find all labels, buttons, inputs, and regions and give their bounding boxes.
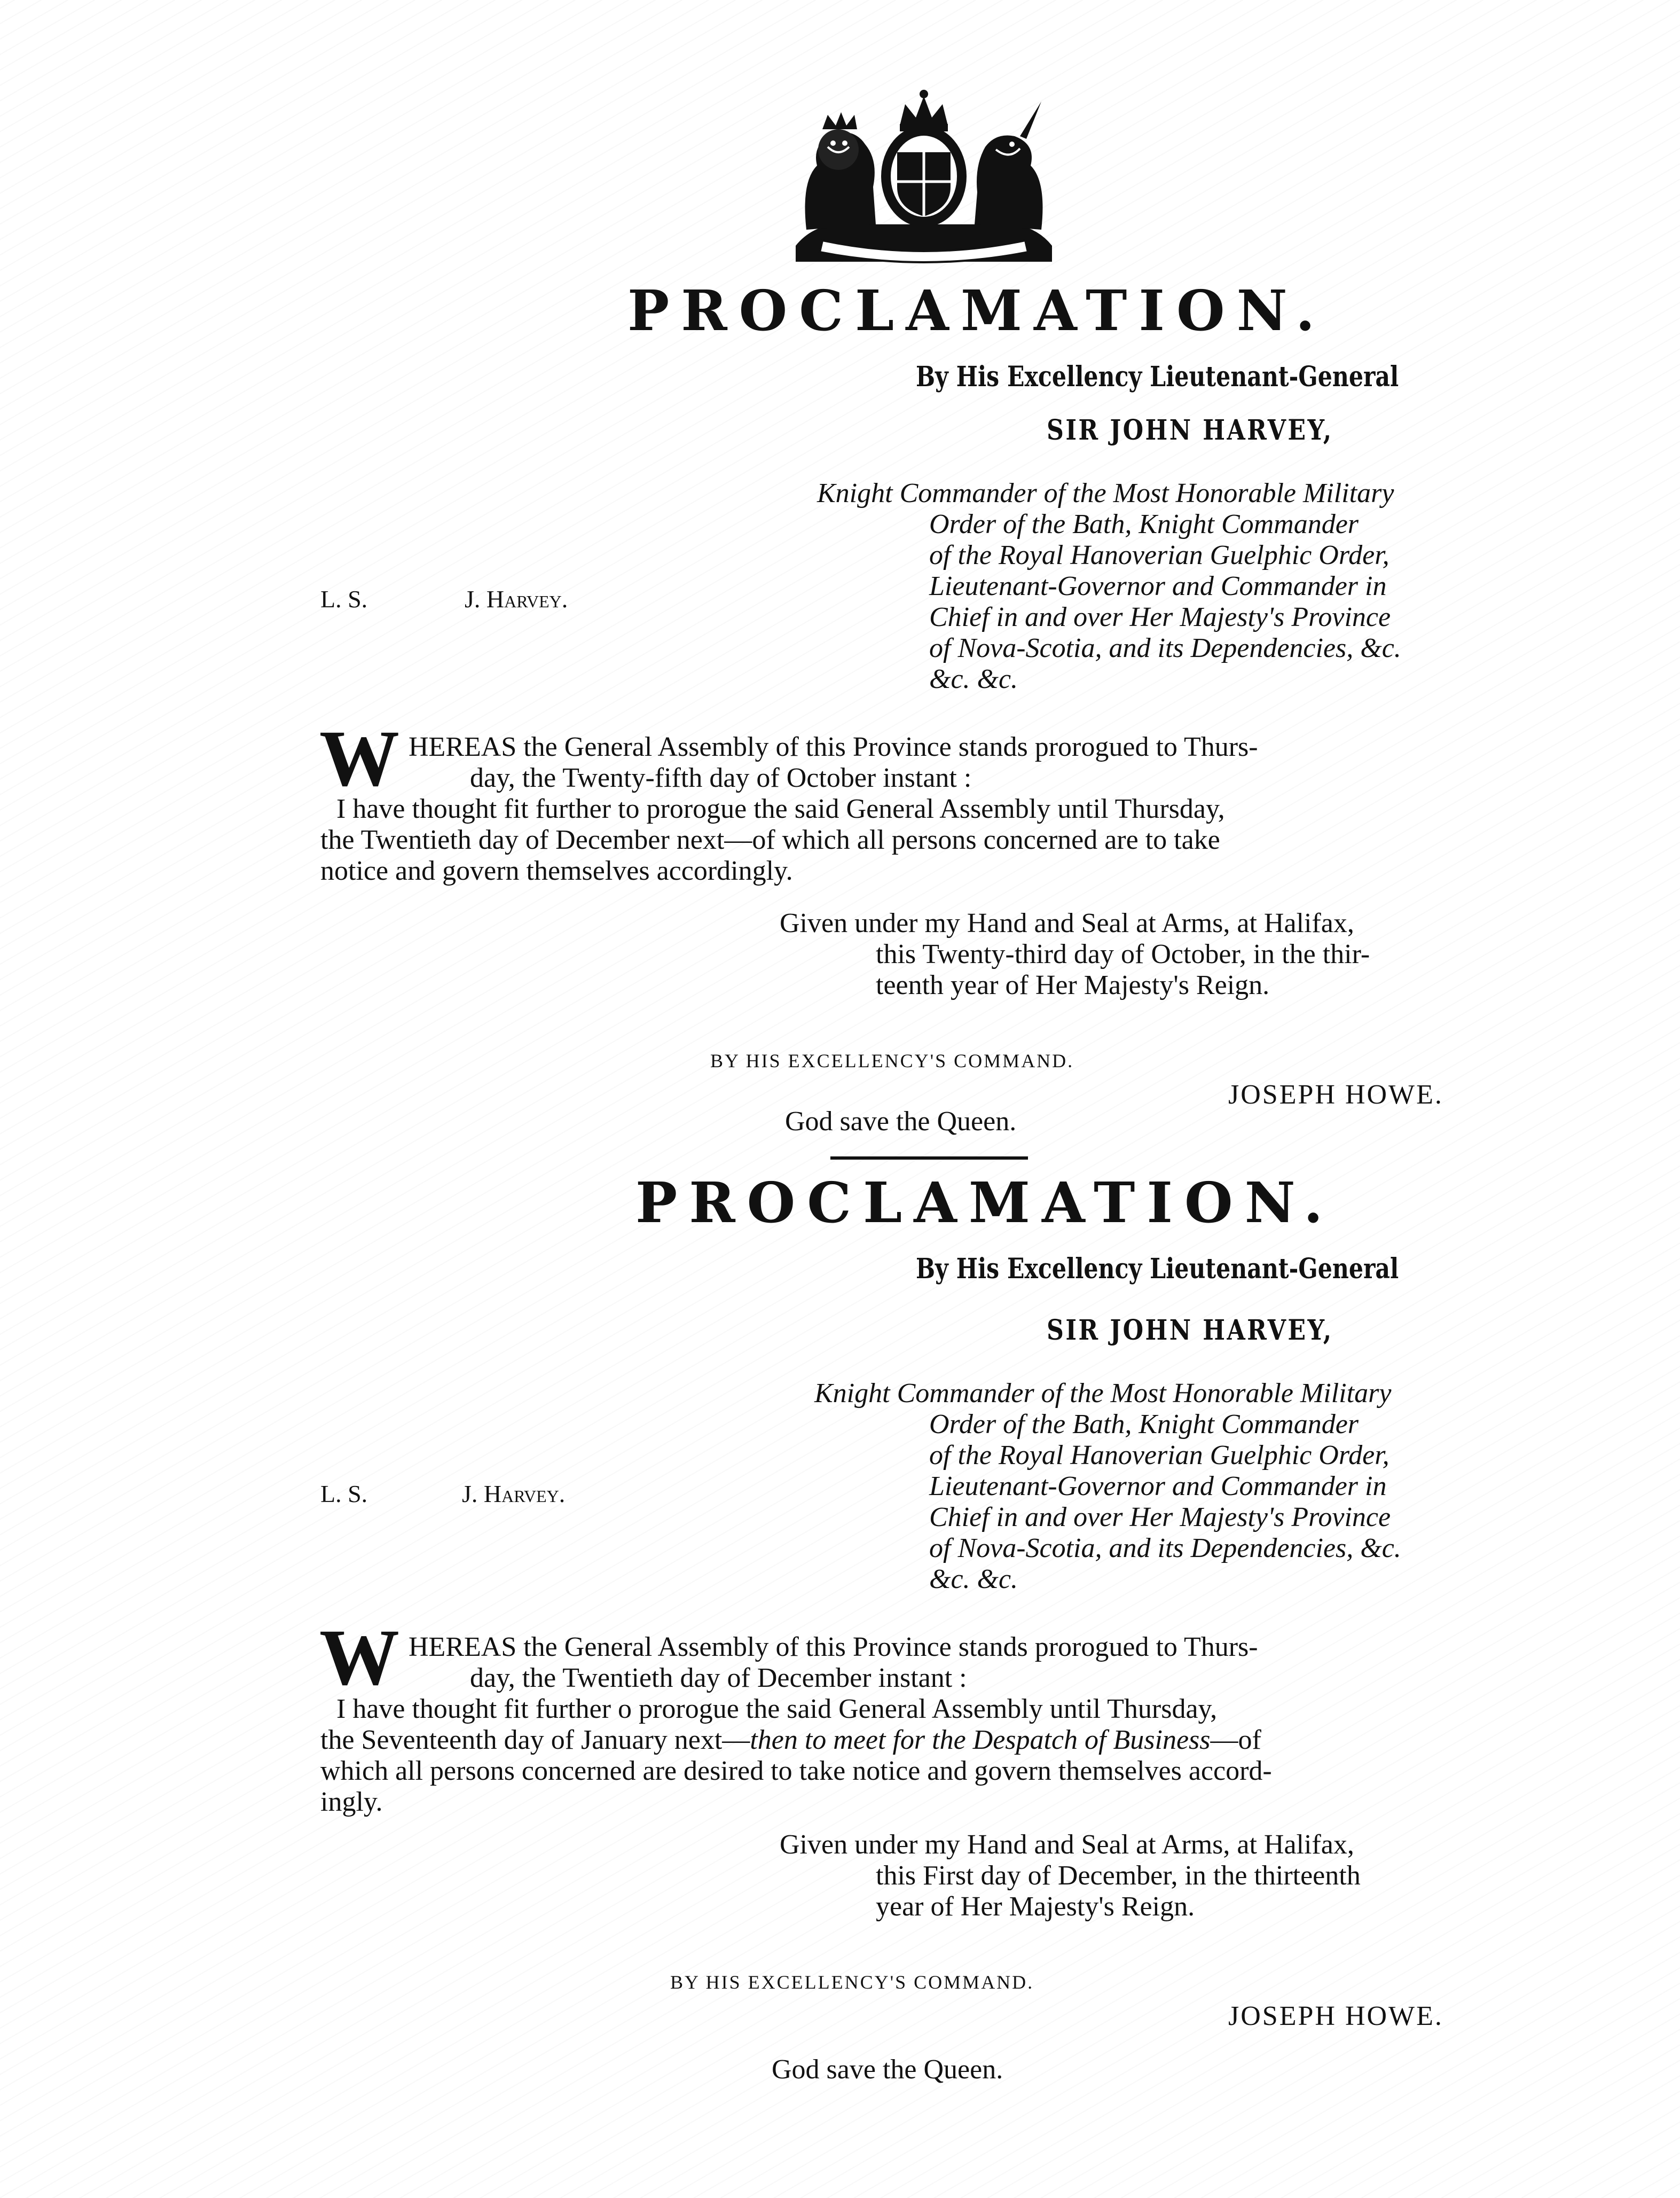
titles-line: &c. &c. <box>929 664 1018 694</box>
byline: By His Excellency Lieutenant-General <box>916 1253 1399 1285</box>
whereas-line: HEREAS the General Assembly of this Province stands prorogued to Thurs- <box>409 1632 1258 1662</box>
given-line: Given under my Hand and Seal at Arms, at Halifax, <box>780 1829 1354 1860</box>
seal-mark: L. S. <box>320 1480 368 1507</box>
proclamation-title: PROCLAMATION. <box>635 1170 1335 1235</box>
titles-line: Chief in and over Her Majesty's Province <box>929 1502 1391 1532</box>
body-line-with-emphasis <box>320 1725 1261 1756</box>
emphasis-text: then to meet for the Despatch of Business <box>750 1725 1211 1755</box>
command-line: BY HIS EXCELLENCY'S COMMAND. <box>710 1050 1074 1071</box>
given-line: Given under my Hand and Seal at Arms, at Halifax, <box>780 908 1354 938</box>
seal-mark: L. S. <box>320 585 368 613</box>
titles-line: Chief in and over Her Majesty's Province <box>929 602 1391 632</box>
command-line: BY HIS EXCELLENCY'S COMMAND. <box>670 1972 1034 1993</box>
titles-line: Knight Commander of the Most Honorable Military <box>817 478 1394 509</box>
body-line: ingly. <box>320 1787 383 1817</box>
body-line: the Twentieth day of December next—of which all persons concerned are to take <box>320 825 1220 855</box>
whereas-line: day, the Twenty-fifth day of October instant : <box>470 763 972 793</box>
body-line: which all persons concerned are desired to take notice and govern themselves accord- <box>320 1756 1272 1786</box>
byline: By His Excellency Lieutenant-General <box>916 361 1399 393</box>
given-line: teenth year of Her Majesty's Reign. <box>876 970 1270 1000</box>
titles-line: &c. &c. <box>929 1564 1018 1594</box>
drop-cap: W <box>319 714 399 803</box>
titles-line: Lieutenant-Governor and Commander in <box>929 571 1387 601</box>
given-line: this First day of December, in the thirteenth <box>876 1860 1361 1891</box>
separator-rule <box>830 1156 1028 1160</box>
royal-coat-of-arms-icon <box>785 85 1063 267</box>
titles-line: Knight Commander of the Most Honorable Military <box>814 1378 1392 1409</box>
proclamation-title: PROCLAMATION. <box>627 278 1327 343</box>
seal-signature: J. Harvey. <box>465 585 568 613</box>
secretary-name: JOSEPH HOWE. <box>1228 1080 1443 1110</box>
governor-name: SIR JOHN HARVEY, <box>1047 1314 1333 1347</box>
body-tail: —of <box>1210 1725 1261 1755</box>
governor-name: SIR JOHN HARVEY, <box>1047 414 1333 447</box>
titles-line: of Nova-Scotia, and its Dependencies, &c. <box>929 633 1401 663</box>
drop-cap: W <box>319 1613 399 1702</box>
body-line: I have thought fit further to prorogue the said General Assembly until Thursday, <box>336 794 1225 824</box>
whereas-line: day, the Twentieth day of December instant : <box>470 1663 967 1693</box>
titles-line: of Nova-Scotia, and its Dependencies, &c. <box>929 1533 1401 1563</box>
body-line: I have thought fit further o prorogue the said General Assembly until Thursday, <box>336 1694 1218 1724</box>
whereas-line: HEREAS the General Assembly of this Province stands prorogued to Thurs- <box>409 732 1258 762</box>
titles-line: of the Royal Hanoverian Guelphic Order, <box>929 540 1389 570</box>
secretary-name: JOSEPH HOWE. <box>1228 2001 1443 2031</box>
closing-line: God save the Queen. <box>785 1106 1017 1137</box>
seal-signature: J. Harvey. <box>462 1480 566 1507</box>
given-line: this Twenty-third day of October, in the thir- <box>876 939 1370 969</box>
closing-line: God save the Queen. <box>772 2054 1003 2085</box>
body-line: the Seventeenth day of January next— <box>320 1725 750 1755</box>
titles-line: of the Royal Hanoverian Guelphic Order, <box>929 1440 1389 1470</box>
titles-line: Order of the Bath, Knight Commander <box>929 1409 1359 1440</box>
titles-line: Lieutenant-Governor and Commander in <box>929 1471 1387 1501</box>
given-line: year of Her Majesty's Reign. <box>876 1891 1195 1922</box>
body-line: notice and govern themselves accordingly. <box>320 856 793 886</box>
titles-line: Order of the Bath, Knight Commander <box>929 509 1359 539</box>
